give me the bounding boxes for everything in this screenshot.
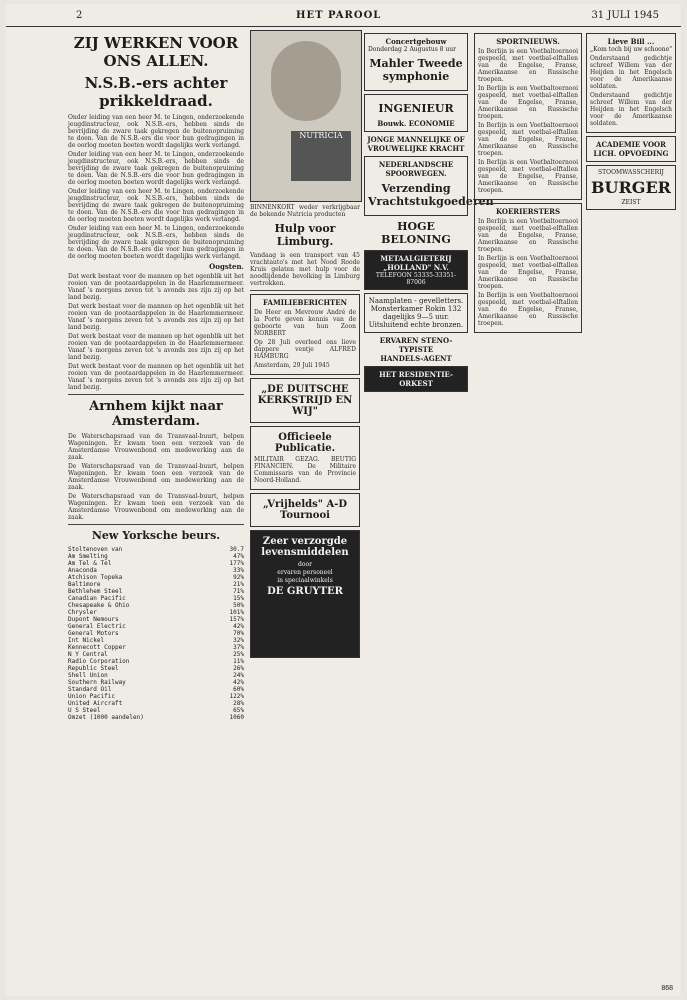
baby-illustration	[271, 41, 341, 121]
stock-value: 157%	[229, 616, 244, 623]
classifieds-section	[474, 203, 582, 333]
divider	[250, 290, 360, 291]
stock-value: 71%	[233, 588, 244, 595]
article-body: Onder leiding van een heer M. te Lingen, onderzoekende jeugdinstructeur, ook N.S.B.-ers, hebben sinds de bevrijding de zware taak gekregen de buitenopruiming te doen. Van de N.S.B.-ers die voor hun gedragingen in de oorlog moeten boeten wordt dagelijks werk verlangd.	[68, 151, 244, 186]
metal-ad	[364, 250, 468, 290]
sport-body: In Berlijn is een Voetbaltoernooi gespeeld, met voetbal-elftallen van de Engelse, Franse, Amerikaanse en Russische troepen.	[478, 48, 578, 83]
stock-row	[68, 672, 244, 679]
metal-details	[364, 293, 468, 333]
article-headline: Hulp voor Limburg.	[274, 222, 336, 248]
stock-value: 21%	[233, 581, 244, 588]
tournament-ad	[250, 493, 360, 527]
stock-name: Int Nickel	[68, 637, 105, 644]
sport-body: In Berlijn is een Voetbaltoernooi gespeeld, met voetbal-elftallen van de Engelse, Franse, Amerikaanse en Russische troepen.	[478, 122, 578, 157]
metal-line: dagelijks 9—5 uur.	[383, 313, 449, 321]
metal-heading: METAALGIETERIJ „HOLLAND" N.V.	[380, 254, 452, 272]
stock-row	[68, 574, 244, 581]
section-heading: Oogsten.	[209, 262, 244, 271]
stock-row	[68, 686, 244, 693]
stock-row	[68, 658, 244, 665]
column-2	[250, 30, 360, 986]
gruyter-line: Zeer verzorgde levensmiddelen	[261, 536, 349, 558]
stock-value: 42%	[233, 623, 244, 630]
stock-name: Bethlehem Steel	[68, 588, 123, 595]
stock-value: 70%	[233, 630, 244, 637]
stock-row	[68, 616, 244, 623]
stock-name: Shell Union	[68, 672, 108, 679]
article-body: Onder leiding van een heer M. te Lingen, onderzoekende jeugdinstructeur, ook N.S.B.-ers, hebben sinds de bevrijding de zware taak gekregen de buitenopruiming te doen. Van de N.S.B.-ers die voor hun gedragingen in de oorlog moeten boeten wordt dagelijks werk verlangd.	[68, 225, 244, 260]
gruyter-line: ervaren personeel	[277, 569, 333, 576]
stock-value: 28%	[233, 700, 244, 707]
stock-name: N Y Central	[68, 651, 108, 658]
stock-row	[68, 637, 244, 644]
family-notices	[250, 294, 360, 375]
sport-section	[474, 33, 582, 200]
column-1	[68, 30, 244, 986]
stock-value: 26%	[233, 665, 244, 672]
stock-row	[68, 588, 244, 595]
nutricia-ad	[250, 30, 362, 202]
stock-row	[68, 693, 244, 700]
column-4	[474, 30, 582, 986]
stock-name: Standard Oil	[68, 686, 112, 693]
burger-heading: STOOMWASSCHERIJ	[598, 169, 664, 176]
metal-line: Monsterkamer Rokin 132	[370, 305, 462, 313]
stock-row	[68, 553, 244, 560]
stock-name: Omzet (1000 aandelen)	[68, 714, 144, 721]
article-body: De Waterschapsraad van de Transvaal-buurt, helpen Wageningen. Er kwam toen een verzoek van de Amsterdamse Vrouwenbond om medewerking aan de zaak.	[68, 463, 244, 491]
article-body: Vandaag is een transport van 45 vrachtauto's met het Nood Roode Kruis gelaten met hulp voor de noodlijdende bevolking in Limburg vertrokken.	[250, 252, 360, 287]
column-3	[364, 30, 494, 986]
stocks-headline: New Yorksche beurs.	[91, 529, 221, 542]
stock-name: U S Steel	[68, 707, 101, 714]
notice-title: Officieele Publicatie.	[274, 432, 336, 454]
ns-ad	[364, 156, 494, 216]
stock-row	[68, 700, 244, 707]
stock-value: 30.7	[229, 546, 244, 553]
stock-name: Chrysler	[68, 609, 97, 616]
stock-name: Chesapeake & Ohio	[68, 602, 130, 609]
article-body: De Waterschapsraad van de Transvaal-buurt, helpen Wageningen. Er kwam toen een verzoek van de Amsterdamse Vrouwenbond om medewerking aan de zaak.	[68, 493, 244, 521]
lieve-subheading: „Kom toch bij uw schoone"	[590, 46, 672, 53]
sport-body: In Berlijn is een Voetbaltoernooi gespeeld, met voetbal-elftallen van de Engelse, Franse, Amerikaanse en Russische troepen.	[478, 85, 578, 120]
stock-row	[68, 714, 244, 721]
stock-value: 92%	[233, 574, 244, 581]
concert-heading: Concertgebouw	[385, 37, 447, 46]
stock-value: 65%	[233, 707, 244, 714]
masthead	[6, 4, 681, 27]
ad-title: „Vrijhelds" A-D Tournooi	[262, 499, 348, 521]
concert-ad	[364, 33, 468, 91]
newspaper-title: HET PAROOL	[296, 10, 382, 21]
stock-row	[68, 630, 244, 637]
issue-date: 31 JULI 1945	[591, 10, 659, 21]
gruyter-line: in speciaalwinkels	[277, 577, 333, 584]
stock-name: Am Tel & Tel	[68, 560, 112, 567]
classified-body: In Berlijn is een Voetbaltoernooi gespeeld, met voetbal-elftallen van de Engelse, Franse, Amerikaanse en Russische troepen.	[478, 218, 578, 253]
stock-name: Republic Steel	[68, 665, 119, 672]
stock-name: Dupont Nemours	[68, 616, 119, 623]
stock-value: 37%	[233, 644, 244, 651]
family-heading: FAMILIEBERICHTEN	[262, 298, 348, 307]
kerkstrijd-ad	[250, 378, 360, 423]
stock-value: 32%	[233, 637, 244, 644]
nutricia-ad-text: BINNENKORT weder verkrijgbaar de bekende Nutricia producten	[250, 204, 360, 218]
ns-heading: NEDERLANDSCHE SPOORWEGEN.	[378, 160, 454, 178]
stock-row	[68, 651, 244, 658]
stock-row	[68, 560, 244, 567]
steno-heading: ERVAREN STENO-TYPISTE	[379, 336, 453, 354]
burger-brand: BURGER	[591, 178, 671, 197]
stock-name: General Motors	[68, 630, 119, 637]
classifieds-heading: KOERIERSTERS	[495, 207, 561, 216]
stock-name: Canadian Pacific	[68, 595, 126, 602]
gruyter-brand: DE GRUYTER	[267, 586, 343, 597]
stock-value: 15%	[233, 595, 244, 602]
article-headline: ZIJ WERKEN VOOR ONS ALLEN.	[73, 34, 239, 70]
metal-line: Uitsluitend echte bronzen.	[368, 321, 464, 329]
nutricia-brand: NUTRICIA	[299, 131, 343, 140]
stock-row	[68, 567, 244, 574]
metal-line: Naamplaten - gevelletters.	[368, 297, 464, 305]
stock-value: 42%	[233, 679, 244, 686]
family-notice: De Heer en Mevrouw André de la Porte geven kennis van de geboorte van hun Zoon NORBERT	[254, 309, 356, 337]
reward-heading: HOGE BELONING	[381, 220, 451, 246]
lieve-heading: Lieve Bill ...	[607, 37, 655, 46]
sport-heading: SPORTNIEUWS.	[496, 37, 560, 46]
stock-name: United Aircraft	[68, 700, 123, 707]
stock-row	[68, 546, 244, 553]
stock-name: Am Smelting	[68, 553, 108, 560]
lieve-body: Onderstaand gedichtje schreef Willem van der Heijden in het Engelsch voor de Amerikaanse soldaten.	[590, 55, 672, 90]
gruyter-line: door	[298, 561, 312, 568]
sport-body: In Berlijn is een Voetbaltoernooi gespeeld, met voetbal-elftallen van de Engelse, Franse, Amerikaanse en Russische troepen.	[478, 159, 578, 194]
ad-title: INGENIEUR	[378, 102, 454, 115]
stock-value: 25%	[233, 651, 244, 658]
stock-value: 11%	[233, 658, 244, 665]
stock-name: Anaconda	[68, 567, 97, 574]
stock-name: Union Pacific	[68, 693, 115, 700]
orkest-heading: HET RESIDENTIE-ORKEST	[379, 370, 453, 388]
stock-name: Kennecott Copper	[68, 644, 126, 651]
stock-row	[68, 581, 244, 588]
stock-row	[68, 707, 244, 714]
ad-subtitle: Bouwk. ECONOMIE	[377, 119, 455, 128]
stock-value: 60%	[233, 686, 244, 693]
stock-value: 101%	[229, 609, 244, 616]
newspaper-page	[6, 4, 681, 996]
ns-title: Verzending Vrachtstukgoederen	[368, 182, 494, 208]
stock-name: General Electric	[68, 623, 126, 630]
stock-name: Southern Railway	[68, 679, 126, 686]
concert-title: Mahler Tweede symphonie	[369, 57, 463, 83]
gruyter-ad	[250, 530, 360, 658]
stock-name: Radio Corporation	[68, 658, 130, 665]
academie-heading: ACADEMIE VOOR LICH. OPVOEDING	[593, 140, 669, 158]
ad-title: „DE DUITSCHE KERKSTRIJD EN WIJ"	[257, 384, 353, 417]
stock-value: 122%	[229, 693, 244, 700]
divider	[68, 394, 244, 395]
page-code: 868	[661, 985, 673, 992]
handel-heading: HANDELS-AGENT	[380, 354, 452, 363]
stock-value: 177%	[229, 560, 244, 567]
stock-name: Atchison Topeka	[68, 574, 123, 581]
family-notice: Op 28 Juli overleed ons lieve dappere ventje ALFRED HAMBURG	[254, 339, 356, 360]
stock-row	[68, 679, 244, 686]
lieve-bill-section	[586, 33, 676, 133]
classified-body: In Berlijn is een Voetbaltoernooi gespeeld, met voetbal-elftallen van de Engelse, Franse, Amerikaanse en Russische troepen.	[478, 292, 578, 327]
article-subheadline: N.S.B.-ers achter prikkeldraad.	[84, 74, 228, 110]
metal-phone: TELEFOON 53335-33351-87006	[375, 272, 457, 286]
burger-ad	[586, 165, 676, 210]
article-body: De Waterschapsraad van de Transvaal-buurt, helpen Wageningen. Er kwam toen een verzoek van de Amsterdamse Vrouwenbond om medewerking aan de zaak.	[68, 433, 244, 461]
classified-body: In Berlijn is een Voetbaltoernooi gespeeld, met voetbal-elftallen van de Engelse, Franse, Amerikaanse en Russische troepen.	[478, 255, 578, 290]
stocks-table	[68, 546, 244, 721]
column-5	[586, 30, 676, 986]
stock-row	[68, 623, 244, 630]
stock-value: 50%	[233, 602, 244, 609]
stock-row	[68, 644, 244, 651]
article-body: Dat werk bestaat voor de mannen op het ogenblik uit het rooien van de pootaardappelen in de Haarlemmermeer. Vanaf 's morgens zeven tot 's avonds zes zijn zij op het land bezig.	[68, 333, 244, 361]
publicatie-notice	[250, 426, 360, 490]
stock-row	[68, 665, 244, 672]
concert-date: Donderdag 2 Augustus 8 uur	[368, 46, 457, 53]
notice-body: MILITAIR GEZAG. BEUTIG FINANCIEN. De Militaire Commissaris van de Provincie Noord-Holland.	[254, 456, 356, 484]
nutricia-can	[291, 131, 351, 181]
stock-value: 47%	[233, 553, 244, 560]
article-headline: Arnhem kijkt naar Amsterdam.	[89, 399, 223, 429]
article-body: Onder leiding van een heer M. te Lingen, onderzoekende jeugdinstructeur, ook N.S.B.-ers, hebben sinds de bevrijding de zware taak gekregen de buitenopruiming te doen. Van de N.S.B.-ers die voor hun gedragingen in de oorlog moeten boeten wordt dagelijks werk verlangd.	[68, 188, 244, 223]
stock-value: 24%	[233, 672, 244, 679]
page-number: 2	[76, 10, 83, 21]
stock-row	[68, 602, 244, 609]
article-body: Dat werk bestaat voor de mannen op het ogenblik uit het rooien van de pootaardappelen in de Haarlemmermeer. Vanaf 's morgens zeven tot 's avonds zes zijn zij op het land bezig.	[68, 363, 244, 391]
stock-row	[68, 595, 244, 602]
orkest-ad	[364, 366, 468, 392]
stock-row	[68, 609, 244, 616]
family-notice: Amsterdam, 29 Juli 1945	[254, 362, 330, 369]
lieve-body: Onderstaand gedichtje schreef Willem van der Heijden in het Engelsch voor de Amerikaanse soldaten.	[590, 92, 672, 127]
stock-name: Baltimore	[68, 581, 101, 588]
vacancy-heading: JONGE MANNELIJKE OF VROUWELIJKE KRACHT	[367, 135, 465, 153]
divider	[68, 524, 244, 525]
stock-value: 33%	[233, 567, 244, 574]
article-body: Onder leiding van een heer M. te Lingen, onderzoekende jeugdinstructeur, ook N.S.B.-ers, hebben sinds de bevrijding de zware taak gekregen de buitenopruiming te doen. Van de N.S.B.-ers die voor hun gedragingen in de oorlog moeten boeten wordt dagelijks werk verlangd.	[68, 114, 244, 149]
stock-name: Stoltenoven van	[68, 546, 123, 553]
engineer-ad	[364, 94, 468, 132]
academie-ad	[586, 136, 676, 162]
stock-value: 1060	[229, 714, 244, 721]
burger-place: ZEIST	[621, 199, 641, 206]
article-body: Dat werk bestaat voor de mannen op het ogenblik uit het rooien van de pootaardappelen in de Haarlemmermeer. Vanaf 's morgens zeven tot 's avonds zes zijn zij op het land bezig.	[68, 273, 244, 301]
article-body: Dat werk bestaat voor de mannen op het ogenblik uit het rooien van de pootaardappelen in de Haarlemmermeer. Vanaf 's morgens zeven tot 's avonds zes zijn zij op het land bezig.	[68, 303, 244, 331]
